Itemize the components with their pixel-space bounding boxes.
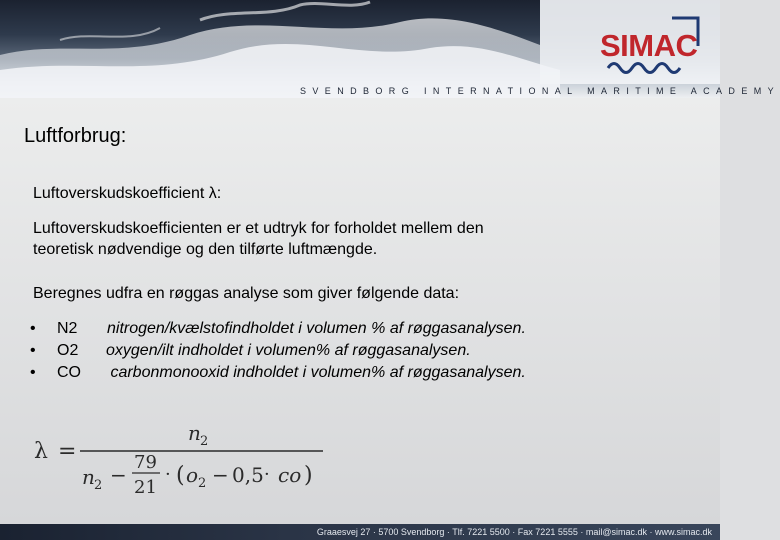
formula-numerator: n bbox=[188, 421, 201, 445]
formula-fraction-numerator: 79 bbox=[134, 452, 157, 473]
formula-co: co bbox=[278, 463, 302, 487]
logo-text: SIMAC bbox=[600, 28, 698, 63]
formula-equals: = bbox=[58, 439, 77, 464]
formula-lambda: λ bbox=[34, 439, 48, 464]
academy-tagline: SVENDBORG INTERNATIONAL MARITIME ACADEMY bbox=[300, 86, 780, 96]
analysis-intro: Beregnes udfra en røggas analyse som giver følgende data: bbox=[33, 285, 460, 302]
formula-dot-2: · bbox=[264, 464, 270, 485]
bullet-code: CO bbox=[57, 364, 81, 381]
footer-contact: Graaesvej 27 · 5700 Svendborg · Tlf. 7221 5500 · Fax 7221 5555 · mail@simac.dk · www.simac.dk bbox=[316, 527, 712, 537]
formula-dot: · bbox=[165, 464, 171, 485]
formula-denominator-n-sub: 2 bbox=[94, 478, 103, 493]
formula-paren-close: ) bbox=[304, 463, 313, 488]
bullet-description: carbonmonooxid indholdet i volumen% af røggasanalysen. bbox=[106, 364, 526, 381]
formula-o-sub: 2 bbox=[198, 476, 207, 491]
bullet-description: nitrogen/kvælstofindholdet i volumen % af røggasanalysen. bbox=[107, 320, 526, 337]
bullet-icon: • bbox=[30, 342, 36, 359]
footer-bar bbox=[0, 524, 720, 540]
bullet-code: N2 bbox=[57, 320, 78, 337]
formula-paren-open: ( bbox=[176, 463, 185, 488]
bullet-icon: • bbox=[30, 364, 36, 381]
formula-numerator-sub: 2 bbox=[200, 434, 209, 449]
slide-subtitle: Luftoverskudskoefficient λ: bbox=[33, 185, 222, 202]
lambda-formula bbox=[28, 418, 338, 500]
bullet-icon: • bbox=[30, 320, 36, 337]
slide-title: Luftforbrug: bbox=[24, 125, 127, 147]
simac-logo bbox=[594, 14, 714, 80]
bullet-description: oxygen/ilt indholdet i volumen% af røggasanalysen. bbox=[106, 342, 471, 359]
header-banner bbox=[0, 0, 780, 98]
formula-denominator-n: n bbox=[82, 465, 95, 489]
formula-minus: − bbox=[110, 463, 127, 487]
formula-fraction-denominator: 21 bbox=[134, 477, 157, 498]
formula-minus-2: − bbox=[212, 463, 229, 487]
formula-coefficient: 0,5 bbox=[232, 463, 264, 487]
definition-line-1: Luftoverskudskoefficienten er et udtryk for forholdet mellem den bbox=[33, 220, 484, 237]
formula-o: o bbox=[186, 463, 199, 487]
definition-line-2: teoretisk nødvendige og den tilførte luftmængde. bbox=[33, 241, 378, 258]
bullet-code: O2 bbox=[57, 342, 79, 359]
